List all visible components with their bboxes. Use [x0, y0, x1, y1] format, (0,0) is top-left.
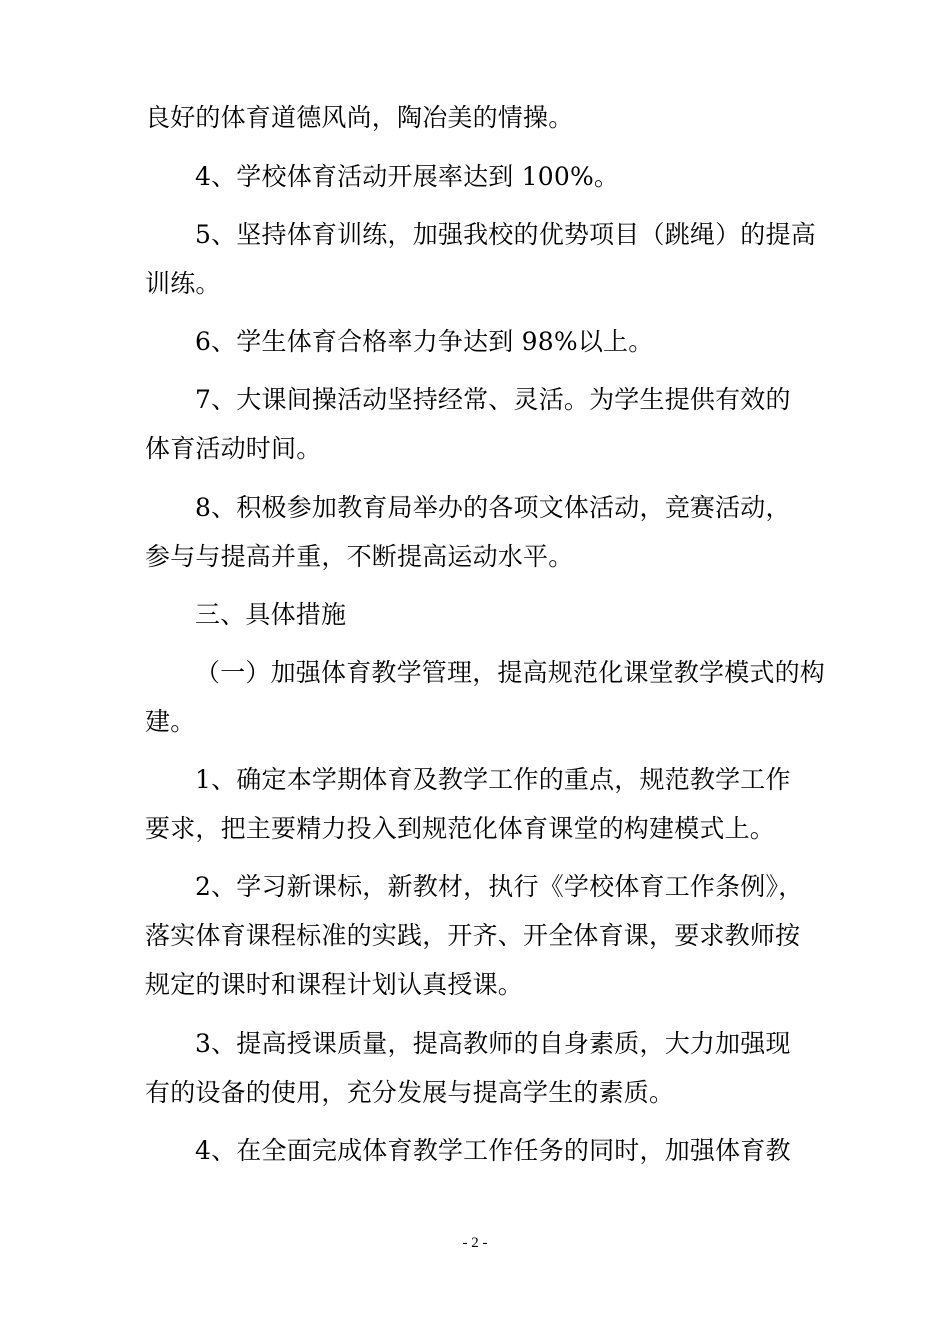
- paragraph-line: 3、提高授课质量，提高教师的自身素质，大力加强现: [195, 1029, 791, 1058]
- paragraph-line: 建。: [145, 707, 196, 736]
- paragraph-line: 6、学生体育合格率力争达到 98%以上。: [195, 327, 654, 356]
- paragraph-line: 规定的课时和课程计划认真授课。: [145, 970, 524, 999]
- paragraph-line: 参与与提高并重，不断提高运动水平。: [145, 542, 574, 571]
- paragraph-line: 5、坚持体育训练，加强我校的优势项目（跳绳）的提高: [195, 220, 816, 249]
- paragraph-line: 体育活动时间。: [145, 434, 322, 463]
- paragraph-line: 2、学习新课标，新教材，执行《学校体育工作条例》，: [195, 872, 804, 901]
- paragraph-line: 8、积极参加教育局举办的各项文体活动，竞赛活动，: [195, 493, 791, 522]
- paragraph-line: 1、确定本学期体育及教学工作的重点，规范教学工作: [195, 765, 791, 794]
- paragraph-line: 训练。: [145, 269, 221, 298]
- page-number: - 2 -: [462, 1235, 488, 1251]
- paragraph-line: 良好的体育道德风尚，陶冶美的情操。: [145, 103, 574, 132]
- paragraph-line: 4、学校体育活动开展率达到 100%。: [195, 162, 620, 191]
- paragraph-line: 4、在全面完成体育教学工作任务的同时，加强体育教: [195, 1136, 791, 1165]
- section-heading: 三、具体措施: [195, 600, 347, 629]
- paragraph-line: 要求，把主要精力投入到规范化体育课堂的构建模式上。: [145, 814, 776, 843]
- subsection-heading: （一）加强体育教学管理，提高规范化课堂教学模式的构: [195, 658, 826, 687]
- paragraph-line: 有的设备的使用，充分发展与提高学生的素质。: [145, 1078, 675, 1107]
- paragraph-line: 落实体育课程标准的实践，开齐、开全体育课，要求教师按: [145, 921, 801, 950]
- paragraph-line: 7、大课间操活动坚持经常、灵活。为学生提供有效的: [195, 385, 791, 414]
